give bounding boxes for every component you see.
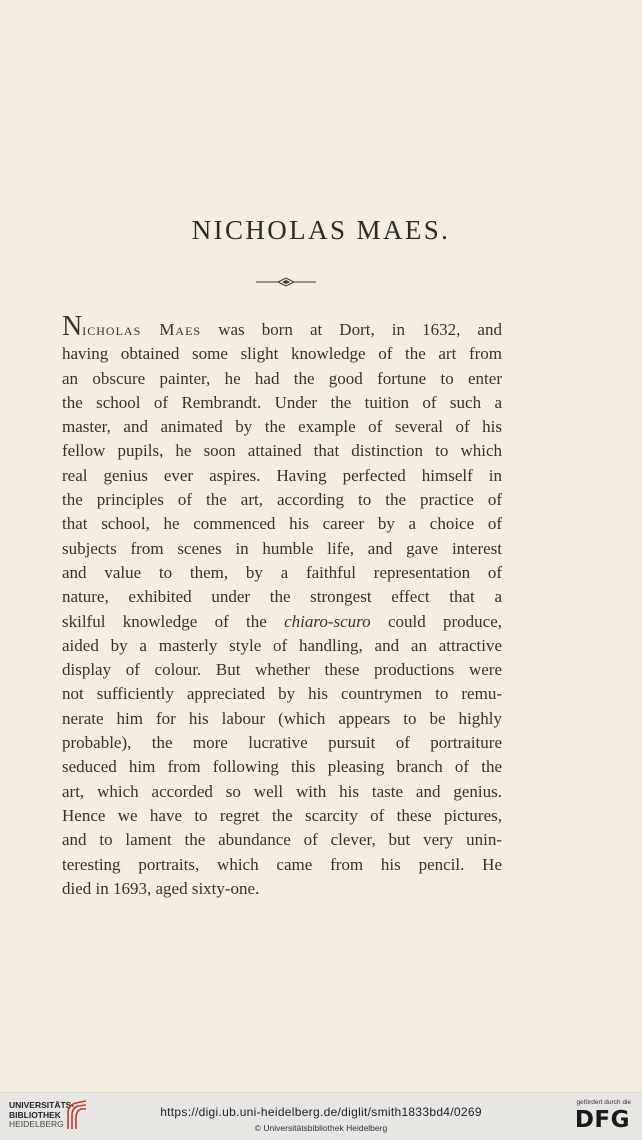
text-line: fellow pupils, he soon attained that distinction to which — [62, 441, 502, 461]
library-name[interactable]: UNIVERSITÄTS- BIBLIOTHEK HEIDELBERG — [9, 1100, 75, 1129]
text-line: probable), the more lucrative pursuit of portraiture — [62, 733, 502, 753]
text-line: nerate him for his labour (which appears to be highly — [62, 708, 502, 728]
text-line: an obscure painter, he had the good fortune to enter — [62, 368, 502, 388]
text-line: that school, he commenced his career by a choice of — [62, 514, 502, 534]
text-line: Nicholas Maes was born at Dort, in 1632, and — [62, 311, 502, 342]
page-title: NICHOLAS MAES. — [191, 215, 451, 246]
ornament-divider — [256, 276, 316, 288]
text-line: teresting portraits, which came from his pencil. He — [62, 854, 502, 874]
lead-name: icholas Maes — [82, 320, 202, 339]
text-line: Hence we have to regret the scarcity of these pictures, — [62, 805, 502, 825]
copyright-notice: © Universitätsbibliothek Heidelberg — [254, 1123, 388, 1133]
italic-term: chiaro-scuro — [284, 611, 371, 631]
text-line: real genius ever aspires. Having perfected himself in — [62, 465, 502, 485]
drop-cap: N — [62, 311, 83, 342]
body-paragraph — [62, 311, 502, 901]
text-line: master, and animated by the example of several of his — [62, 417, 502, 437]
text-line: aided by a masterly style of handling, and an attractive — [62, 635, 502, 655]
text-line: and value to them, by a faithful representation of — [62, 562, 502, 582]
viewer-footer — [0, 1092, 642, 1140]
text-line: not sufficiently appreciated by his countrymen to remu- — [62, 684, 502, 704]
text-line: skilful knowledge of the chiaro-scuro could produce, — [62, 611, 502, 631]
dfg-logo[interactable]: DFG — [574, 1107, 630, 1133]
text-line: and to lament the abundance of clever, but very unin- — [62, 830, 502, 850]
text-line: nature, exhibited under the strongest effect that a — [62, 587, 502, 607]
text-line: the principles of the art, according to the practice of — [62, 490, 502, 510]
text-line: art, which accorded so well with his taste and genius. — [62, 781, 502, 801]
text-line: having obtained some slight knowledge of the art from — [62, 344, 502, 364]
text-line: died in 1693, aged sixty-one. — [62, 878, 260, 898]
text-line: seduced him from following this pleasing branch of the — [62, 757, 502, 777]
text-line: subjects from scenes in humble life, and gave interest — [62, 538, 502, 558]
dfg-caption: gefördert durch die — [576, 1099, 631, 1106]
page-url-link[interactable]: https://digi.ub.uni-heidelberg.de/diglit/smith1833bd4/0269 — [160, 1105, 482, 1119]
text-line: display of colour. But whether these productions were — [62, 660, 502, 680]
text-line: the school of Rembrandt. Under the tuition of such a — [62, 392, 502, 412]
